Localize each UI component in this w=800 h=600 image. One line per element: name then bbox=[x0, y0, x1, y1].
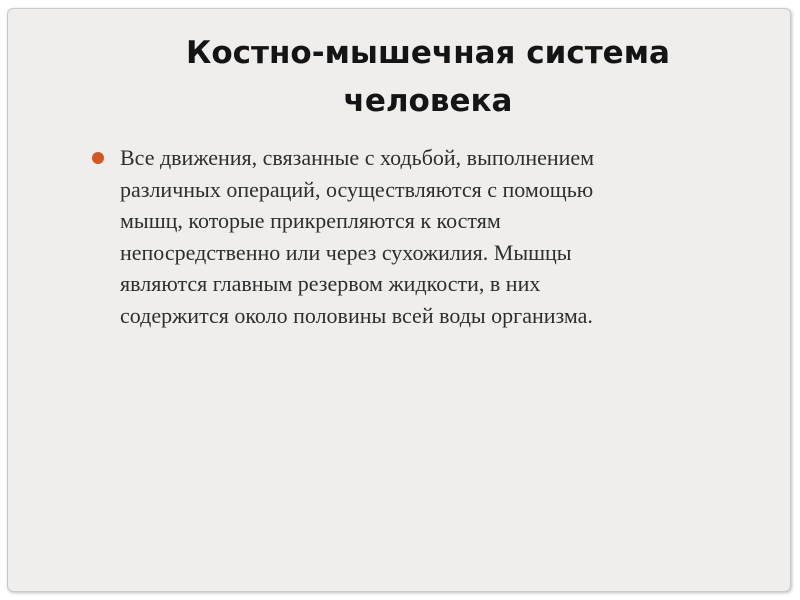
slide-title bbox=[48, 29, 800, 125]
bullet-text-line: различных операций, осуществляются с помощью bbox=[120, 176, 594, 202]
title-line: Костно-мышечная система bbox=[186, 35, 670, 71]
bullet-text-line: являются главным резервом жидкости, в них bbox=[120, 271, 541, 296]
bullet-text-line: непосредственно или через сухожилия. Мышцы bbox=[120, 239, 572, 265]
bullet-item bbox=[86, 142, 726, 331]
title-line: человека bbox=[343, 83, 513, 119]
bullet-text-line: мышц, которые прикрепляются к костям bbox=[120, 208, 501, 233]
slide bbox=[7, 8, 791, 592]
bullet-text bbox=[86, 142, 726, 331]
bullet-text-line: Все движения, связанные с ходьбой, выполнением bbox=[120, 145, 595, 170]
bullet-text-line: содержится около половины всей воды организма. bbox=[120, 302, 593, 328]
circle-bullet-icon bbox=[92, 152, 104, 164]
